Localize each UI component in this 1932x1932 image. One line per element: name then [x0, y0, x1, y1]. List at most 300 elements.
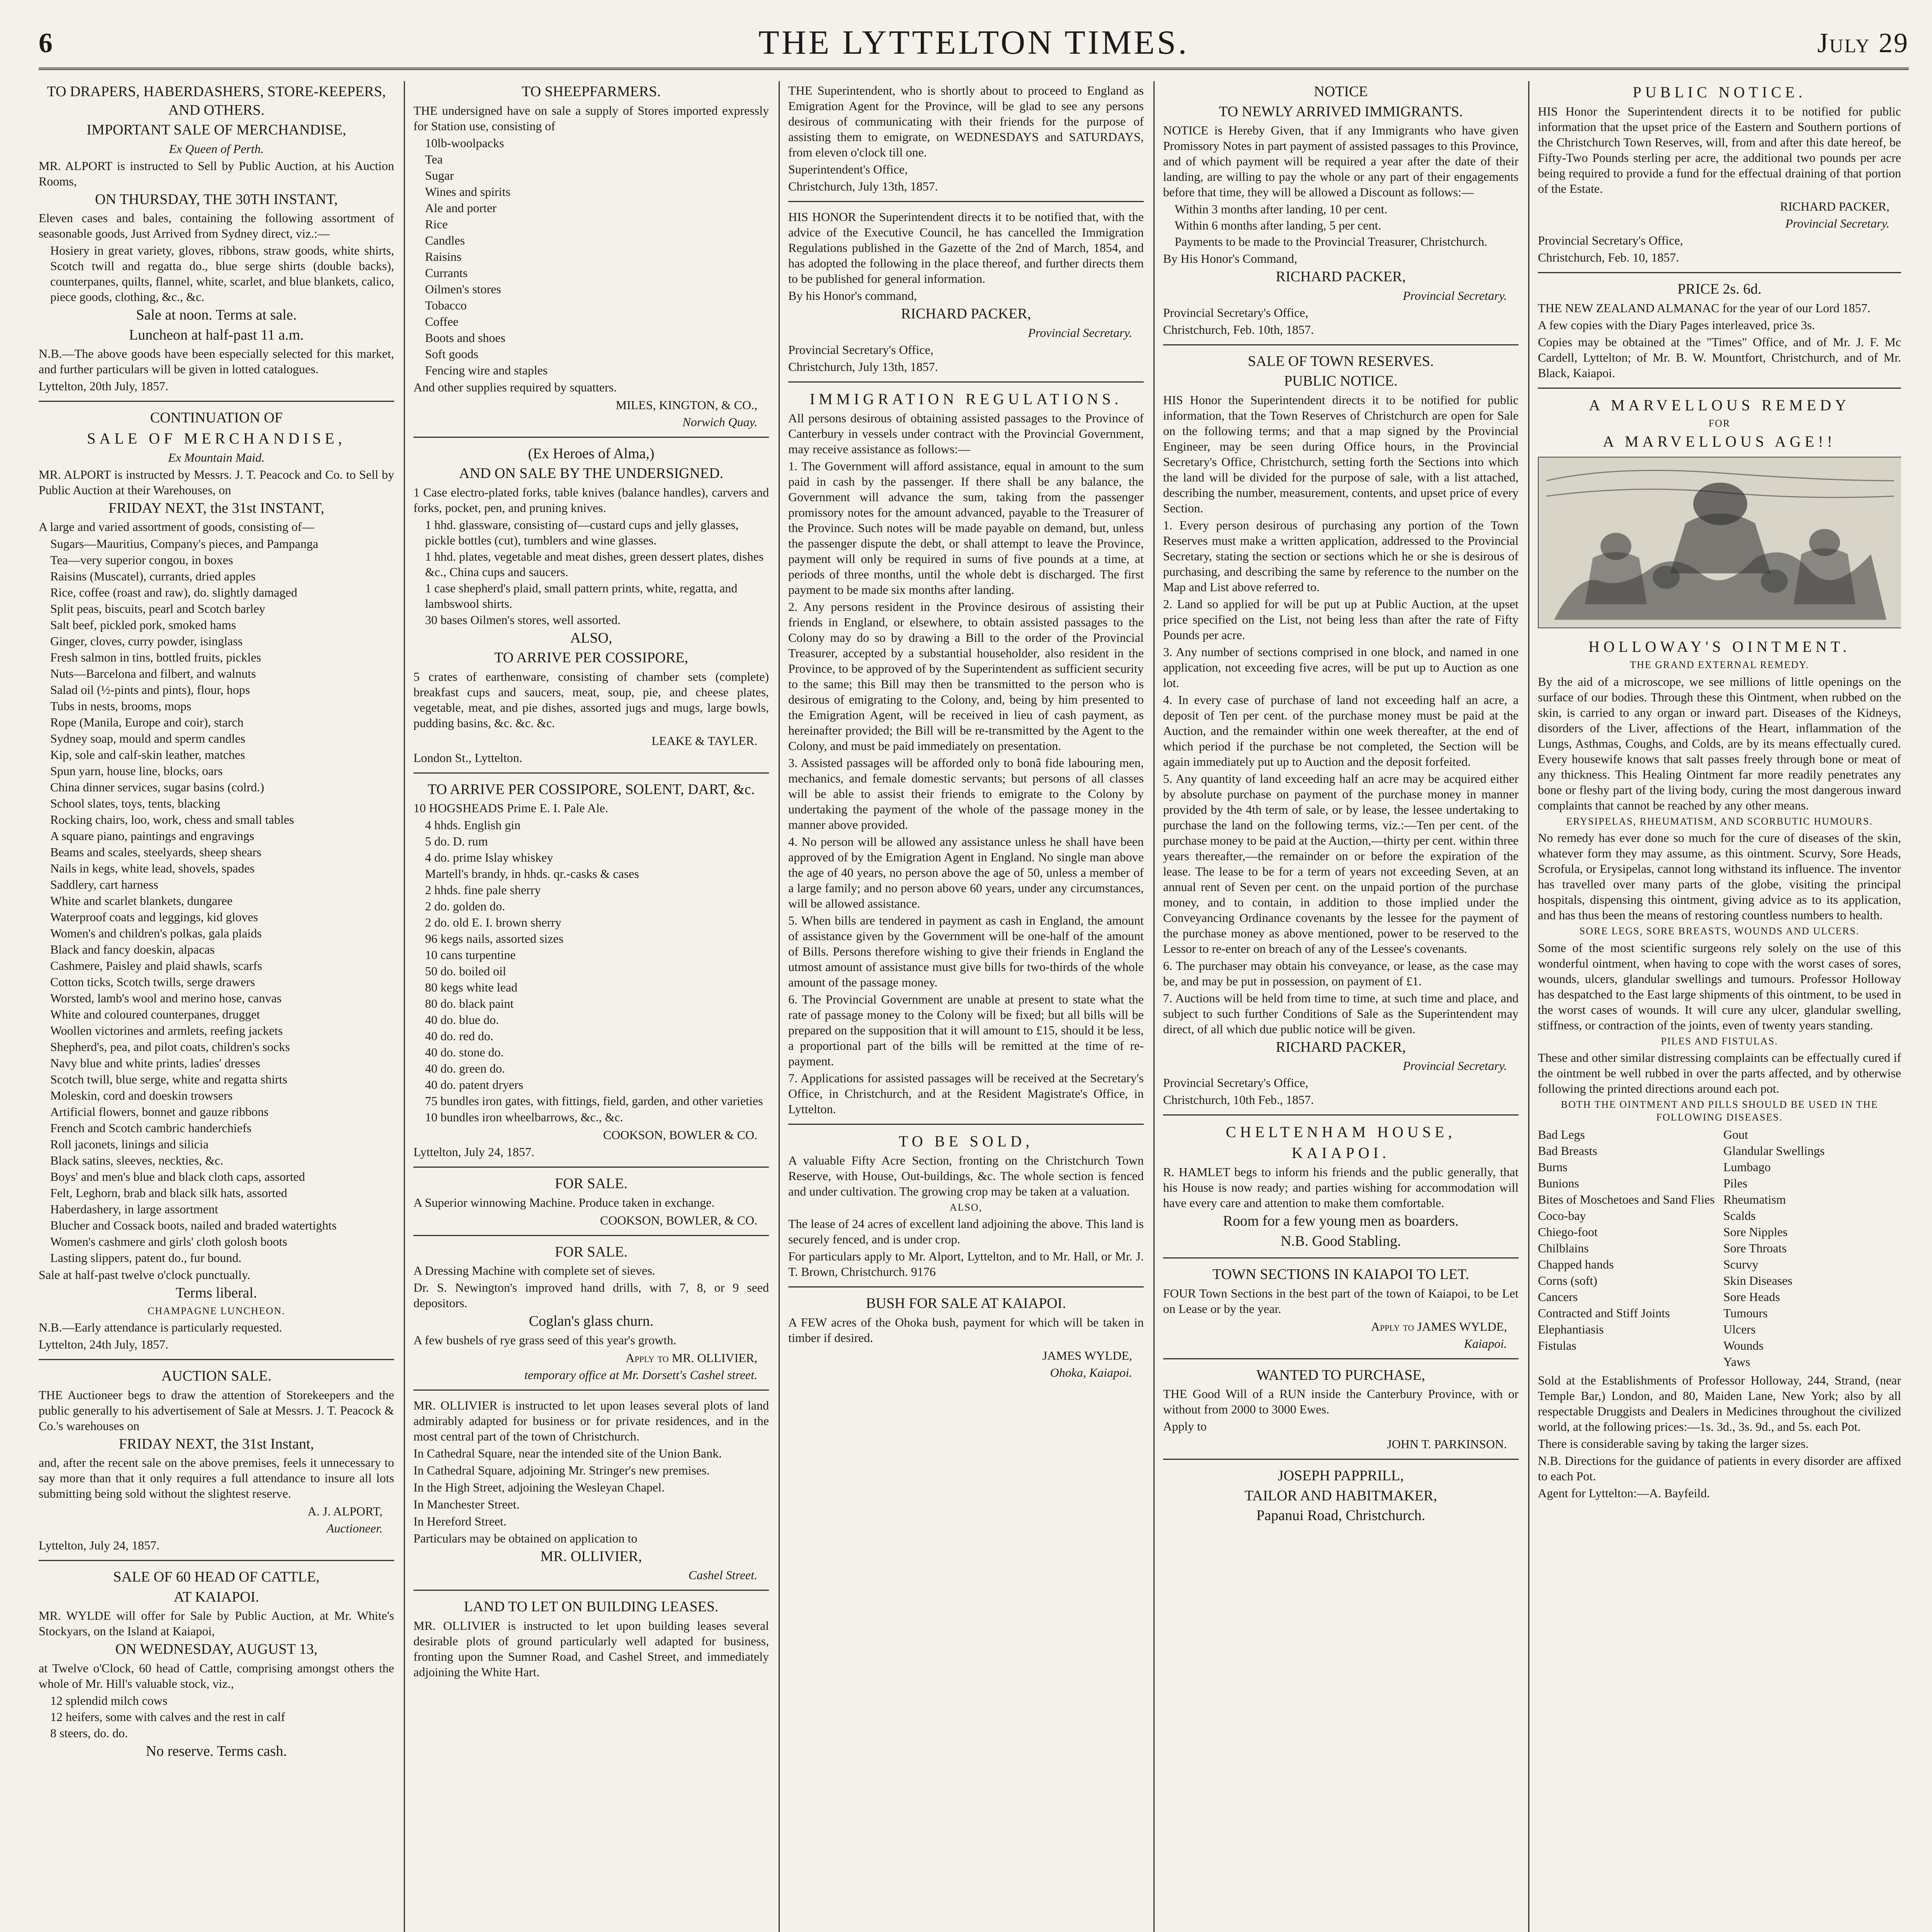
stores-list — [425, 135, 769, 378]
advert-body: NOTICE is Hereby Given, that if any Immigrants who have given Promissory Notes in part payment of assisted passages to this Province, and of which payment will be required a year after the date of their landing, are willing to pay the whole or any part of their engagements before that time, they will be allowed a Discount as follows:— — [1163, 123, 1519, 199]
list-item: 1 hhd. plates, vegetable and meat dishes, green dessert plates, dishes &c., China cups and saucers. — [425, 549, 764, 579]
list-item: Felt, Leghorn, brab and black silk hats, assorted — [50, 1186, 287, 1200]
column-1 — [39, 81, 394, 1932]
advert-body: A few copies with the Diary Pages interleaved, price 3s. — [1538, 318, 1815, 332]
disease-item: Fistulas — [1538, 1338, 1577, 1352]
office-name: Provincial Secretary's Office, — [1163, 305, 1308, 320]
list-item: 2 do. golden do. — [425, 899, 505, 913]
advert-body: MR. OLLIVIER is instructed to let upon building leases several desirable plots of ground particularly well adapted for business, fronting upon the Sumner Road, and Cashel Street, and immediately adjoining the White Hart. — [413, 1618, 769, 1679]
list-item: Candles — [425, 233, 465, 247]
disease-item: Skin Diseases — [1723, 1274, 1793, 1287]
list-item: French and Scotch cambric handerchiefs — [50, 1121, 252, 1135]
sale-time: Sale at half-past twelve o'clock punctually. — [39, 1268, 250, 1282]
advert-heading: NOTICE — [1314, 83, 1368, 100]
advert-body: These and other similar distressing complaints can be effectually cured if the ointment be well rubbed in over the parts affected, and by otherwise following the printed directions around each pot. — [1538, 1051, 1901, 1095]
notice-public — [1538, 83, 1901, 273]
nb-note: N.B.—The above goods have been especially selected for this market, and further particulars will be given in lotted catalogues. — [39, 347, 394, 376]
list-item: Within 6 months after landing, 5 per cent. — [1175, 218, 1381, 232]
dateline: Lyttelton, July 24, 1857. — [413, 1145, 534, 1159]
list-item: Currants — [425, 265, 468, 280]
advert-body: The lease of 24 acres of excellent land adjoining the above. This land is securely fenced, and is under crop. — [788, 1217, 1144, 1246]
advert-kaiapoi-sections — [1163, 1265, 1519, 1359]
advert-almanac — [1538, 280, 1901, 389]
list-item: Rice — [425, 217, 448, 231]
nb-note: N.B. Good Stabling. — [1281, 1233, 1401, 1249]
advert-heading: SALE OF TOWN RESERVES. — [1248, 353, 1434, 369]
list-item: Nails in kegs, white lead, shovels, spades — [50, 861, 255, 875]
advert-body: MR. OLLIVIER is instructed to let upon leases several plots of land admirably adapted for business or for private residences, and in the most central part of the town of Christchurch. — [413, 1398, 769, 1443]
list-item: Blucher and Cossack boots, nailed and braded watertights — [50, 1218, 337, 1232]
list-item: Cashmere, Paisley and plaid shawls, scarfs — [50, 959, 262, 973]
office-name: Provincial Secretary's Office, — [1163, 1076, 1308, 1090]
disease-item: Chapped hands — [1538, 1257, 1614, 1271]
list-item: Roll jaconets, linings and silicia — [50, 1137, 209, 1151]
dateline: Lyttelton, July 24, 1857. — [39, 1538, 160, 1552]
advert-to-be-sold — [788, 1132, 1144, 1288]
advert-body: For particulars apply to Mr. Alport, Lyttelton, and to Mr. Hall, or Mr. J. T. Brown, Christchurch. 9176 — [788, 1249, 1144, 1279]
advert-body: 10 HOGSHEADS Prime E. I. Pale Ale. — [413, 801, 608, 815]
regulation-item: 2. Any persons resident in the Province desirous of assisting their friends in England, or elsewhere, to obtain assisted passages to the Colony may do so by drawing a Bill to the order of the Provincial Treasurer, accepted by a substantial householder, also resident in the Province, to be approved of by the Superintendent as sufficient security to the same; this Bill may then be transmitted to the person who is desirous of emigrating to the Colony, and, being by him presented to the Emigration Agent, will be received in lieu of cash payment, as hereinafter provided; the Bill will be re-transmitted by the Agent to the Colony, and must be paid immediately on presentation. — [788, 599, 1144, 753]
advert-body: A few bushels of rye grass seed of this year's growth. — [413, 1333, 677, 1347]
disease-item: Scurvy — [1723, 1257, 1759, 1271]
list-item: Navy blue and white prints, ladies' dresses — [50, 1056, 260, 1070]
advert-body: HIS HONOR the Superintendent directs it to be notified that, with the advice of the Executive Council, he has cancelled the Immigration Regulations published in the Gazette of the 2nd of March, 1854, and has adopted the following in the place thereof, and further directs them to be published for general information. — [788, 210, 1144, 286]
signature-address: Cashel Street. — [688, 1568, 757, 1582]
advert-body: Sold at the Establishments of Professor Holloway, 244, Strand, (near Temple Bar,) London, and 80, Maiden Lane, New York; also by all respectable Druggists and Dealers in Medicines throughout the civilized world, at the following prices:—1s. 3d., 3s. 9d., and 5s. each Pot. — [1538, 1373, 1901, 1434]
column-4 — [1163, 81, 1519, 1932]
sale-term: 3. Any number of sections comprised in one block, and named in one application, not exceeding five acres, will be put up to Auction as one lot. — [1163, 645, 1519, 690]
advert-body: A Superior winnowing Machine. Produce taken in exchange. — [413, 1195, 715, 1209]
signature: LEAKE & TAYLER. — [651, 733, 757, 748]
advert-body: HIS Honor the Superintendent directs it to be notified for public information, that the Town Reserves of Christchurch are open for Sale on the following terms; and that a map signed by the Provincial Engineer, may be seen during Office hours, in the Provincial Secretary's Office, Christchurch, setting forth the Sections into which the land will be divided for the purpose of sale, with a list attached, describing the number, measurement, contents, and upset price of every Section. — [1163, 393, 1519, 515]
signature-title: Auctioneer. — [327, 1521, 383, 1535]
list-item: Split peas, biscuits, pearl and Scotch barley — [50, 602, 265, 616]
list-item: Salad oil (½-pints and pints), flour, hops — [50, 683, 250, 697]
column-3 — [788, 81, 1144, 1932]
advert-body: THE undersigned have on sale a supply of Stores imported expressly for Station use, consisting of — [413, 103, 769, 133]
signature: RICHARD PACKER, — [1276, 1039, 1406, 1055]
list-item: 75 bundles iron gates, with fittings, field, garden, and other varieties — [425, 1094, 763, 1108]
sale-term: 5. Any quantity of land exceeding half an acre may be acquired either by absolute purchase on payment of the purchase money in manner provided by the 4th term of sale, or by lease, the lessee undertaking to purchase the land on the following terms, viz.:—Ten per cent. of the purchase money to be paid at the Auction,—thirty per cent. within three years thereafter,—the remainder on or before the expiration of the lease. The lease to be for a term of years not exceeding Seven, at an annual rent of Seven per cent. on the unpaid portion of the purchase money, and to contain, in addition to those implied under the Conveyancing Ordinance covenants by the lessee for the payment of the purchase money as above mentioned, power to be reserved to the Lessor to re-enter on breach of any of the Lessee's covenants. — [1163, 771, 1519, 956]
advert-body: FOUR Town Sections in the best part of the town of Kaiapoi, to be Let on Lease or by the year. — [1163, 1286, 1519, 1316]
signature-title: Provincial Secretary. — [1028, 325, 1132, 340]
signature: RICHARD PACKER, — [1276, 269, 1406, 285]
advert-body: 5 crates of earthenware, consisting of chamber sets (complete) breakfast cups and saucers, meat, soup, pie, and cheese plates, vegetable, meat, and pie dishes, assorted jugs and mugs, large bowls, pudding basins, &c. &c. &c. — [413, 669, 769, 730]
advert-wanted-to-purchase — [1163, 1366, 1519, 1460]
list-item: 12 heifers, some with calves and the rest in calf — [50, 1709, 285, 1724]
list-item: Coffee — [425, 314, 459, 328]
disease-item: Bites of Moschetoes and Sand Flies — [1538, 1192, 1715, 1206]
list-item: 10 bundles iron wheelbarrows, &c., &c. — [425, 1110, 623, 1124]
advert-body: Dr. S. Newington's improved hand drills, with 7, 8, or 9 seed depositors. — [413, 1281, 769, 1310]
sale-terms: Sale at noon. Terms at sale. — [136, 307, 297, 323]
list-item: 96 kegs nails, assorted sizes — [425, 932, 564, 946]
advert-heading: LAND TO LET ON BUILDING LEASES. — [464, 1599, 719, 1615]
location-item: In Manchester Street. — [413, 1497, 520, 1511]
advert-body: THE Good Will of a RUN inside the Canterbury Province, with or without from 2000 to 3000 Ewes. — [1163, 1387, 1519, 1416]
list-item: Rice, coffee (roast and raw), do. slightly damaged — [50, 585, 298, 599]
advert-heading: TOWN SECTIONS IN KAIAPOI TO LET. — [1212, 1266, 1469, 1282]
advert-heading: TAILOR AND HABITMAKER, — [1244, 1487, 1437, 1504]
disease-item: Corns (soft) — [1538, 1274, 1597, 1287]
regulation-item: 4. No person will be allowed any assistance unless he shall have been approved of by the Emigration Agent in England. No single man above the age of 40 years, no person above the age of 50, unless a member of a large family; and no person above 60 years, under any circumstances, will be allowed assistance. — [788, 834, 1144, 910]
advert-papprill-tailor — [1163, 1467, 1519, 1532]
disease-item: Sore Nipples — [1723, 1225, 1788, 1239]
location-item: In the High Street, adjoining the Wesleyan Chapel. — [413, 1480, 665, 1494]
list-item: Scotch twill, blue serge, white and regatta shirts — [50, 1072, 287, 1086]
section-heading: ERYSIPELAS, RHEUMATISM, AND SCORBUTIC HUMOURS. — [1566, 815, 1873, 827]
list-item: Shepherd's, pea, and pilot coats, children's socks — [50, 1040, 290, 1054]
advert-heading: FOR SALE. — [555, 1175, 628, 1192]
office-name: Superintendent's Office, — [788, 162, 908, 176]
advert-heading: JOSEPH PAPPRILL, — [1278, 1468, 1404, 1484]
signature: RICHARD PACKER, — [1780, 199, 1889, 213]
advert-body: at Twelve o'Clock, 60 head of Cattle, comprising amongst others the whole of Mr. Hill's valuable stock, viz., — [39, 1661, 394, 1690]
advert-body: Some of the most scientific surgeons rely solely on the use of this wonderful ointment, when having to cope with the worst cases of sores, wounds, ulcers, glandular swellings and tumours. Professor Holloway has despatched to the East large shipments of this ointment, to be used in the worst cases of wounds. It will cure any ulcer, glandular swelling, stiffness, or contraction of the joints, even of twenty years standing. — [1538, 940, 1901, 1032]
list-item: 40 do. stone do. — [425, 1045, 504, 1059]
advert-drapers-sale — [39, 83, 394, 402]
list-item: Oilmen's stores — [425, 282, 501, 296]
section-heading: BOTH THE OINTMENT AND PILLS SHOULD BE USED IN THE FOLLOWING DISEASES. — [1561, 1099, 1878, 1123]
advert-heading: PUBLIC NOTICE. — [1284, 373, 1398, 389]
price-label: PRICE 2s. 6d. — [1677, 281, 1762, 297]
disease-item: Yaws — [1723, 1355, 1750, 1369]
column-divider — [779, 81, 780, 1932]
disease-item: Chiego-foot — [1538, 1225, 1598, 1239]
list-item: Black satins, sleeves, neckties, &c. — [50, 1153, 223, 1167]
advert-bush-for-sale — [788, 1294, 1144, 1387]
notice-town-reserves — [1163, 352, 1519, 1116]
list-item: 10 cans turpentine — [425, 948, 516, 962]
disease-item: Sore Throats — [1723, 1241, 1787, 1255]
list-item: 10lb-woolpacks — [425, 136, 504, 150]
cattle-list — [50, 1693, 394, 1741]
advert-dressing-machine — [413, 1243, 769, 1391]
advert-heading: WANTED TO PURCHASE, — [1256, 1367, 1425, 1383]
list-item: 40 do. blue do. — [425, 1013, 499, 1027]
list-item: 40 do. red do. — [425, 1029, 493, 1043]
list-item: White and scarlet blankets, dungaree — [50, 894, 233, 908]
list-item: Rocking chairs, loo, work, chess and small tables — [50, 813, 294, 827]
list-item: Boys' and men's blue and black cloth caps, assorted — [50, 1170, 305, 1184]
signature: JAMES WYLDE, — [1042, 1348, 1132, 1362]
disease-item: Piles — [1723, 1176, 1748, 1190]
advert-body: HIS Honor the Superintendent directs it to be notified for public information that the upset price of the Eastern and Southern portions of the Christchurch Town Reserves, will, from and after this date hereof, be Fifty-Two Pounds sterling per acre, the additional two pounds per acre being required to provide a fund for the effectual draining of that portion of the Estate. — [1538, 104, 1901, 196]
sale-date: FRIDAY NEXT, the 31st INSTANT, — [108, 500, 325, 516]
list-item: Woollen victorines and armlets, reefing jackets — [50, 1024, 283, 1037]
list-item: 2 do. old E. I. brown sherry — [425, 915, 561, 929]
advert-building-leases — [413, 1598, 769, 1687]
advert-cattle-sale — [39, 1568, 394, 1767]
advert-heading: TO NEWLY ARRIVED IMMIGRANTS. — [1219, 103, 1463, 120]
regulation-item: 1. The Government will afford assistance, equal in amount to the sum paid in cash by the passenger. If there shall be any balance, the Government will advance the sum, taking from the passenger promissory notes for the amount advanced, payable to the Treasurer of the Province. Such notes will be made payable on demand, but, unless the passenger dispute the debt, or shall attempt to leave the Province, payment will only be required in sums of five pounds at a time, at periods of three months, until the whole debt is discharged. The first payment to be made six months after landing. — [788, 459, 1144, 597]
advert-heading: CHELTENHAM HOUSE, — [1226, 1123, 1456, 1141]
advert-cheltenham-house — [1163, 1122, 1519, 1259]
ship-name: Ex Queen of Perth. — [169, 141, 264, 156]
masthead — [39, 23, 1909, 66]
goods-list — [425, 817, 769, 1125]
advert-heading: IMMIGRATION REGULATIONS. — [810, 390, 1122, 408]
advert-body: 1 Case electro-plated forks, table knives (balance handles), carvers and forks, pocket, pen, and pruning knives. — [413, 485, 769, 515]
disease-item: Contracted and Stiff Joints — [1538, 1306, 1670, 1320]
advert-body: THE NEW ZEALAND ALMANAC for the year of our Lord 1857. — [1538, 301, 1871, 315]
dateline: Christchurch, 10th Feb., 1857. — [1163, 1093, 1314, 1107]
signature: A. J. ALPORT, — [308, 1504, 383, 1518]
advert-sheepfarmers — [413, 83, 769, 438]
list-item: 5 do. D. rum — [425, 834, 488, 848]
list-item: Within 3 months after landing, 10 per cent. — [1175, 202, 1388, 216]
list-item: 40 do. green do. — [425, 1061, 505, 1075]
advert-heading: A MARVELLOUS REMEDY — [1589, 396, 1850, 414]
disease-item: Lumbago — [1723, 1160, 1771, 1174]
agent-line: Agent for Lyttelton:—A. Bayfeild. — [1538, 1486, 1710, 1500]
list-item: Cotton ticks, Scotch twills, serge drawers — [50, 975, 255, 989]
advert-heading: (Ex Heroes of Alma,) — [528, 445, 655, 462]
section-heading: PILES AND FISTULAS. — [1661, 1035, 1778, 1047]
signature-title: Provincial Secretary. — [1403, 288, 1507, 303]
signature: MR. OLLIVIER, — [540, 1548, 642, 1565]
nb-note: N.B.—Early attendance is particularly requested. — [39, 1320, 282, 1334]
diseases-column-right — [1723, 1126, 1901, 1370]
advert-body: THE Superintendent, who is shortly about to proceed to England as Emigration Agent for the Province, will be glad to see any persons desirous of communicating with their friends for the purpose of assisting them to emigrate, on WEDNESDAYS and SATURDAYS, from eleven o'clock till one. — [788, 83, 1144, 159]
advert-body: No remedy has ever done so much for the cure of diseases of the skin, whatever form they may assume, as this ointment. Scurvy, Sore Heads, Scrofula, or Erysipelas, cannot long withstand its influence. The inventor has travelled over many parts of the globe, visiting the principal hospitals, dispensing this ointment, giving advice as to its application, and has thus been the means of restoring countless numbers to health. — [1538, 831, 1901, 922]
advert-body: MR. ALPORT is instructed to Sell by Public Auction, at his Auction Rooms, — [39, 158, 394, 188]
goods-list: Hosiery in great variety, gloves, ribbons, straw goods, white shirts, Scotch twill and regatta do., blue serge shirts (double backs), counterpanes, quilts, flannel, white, scarlet, and blue blankets, calico, piece goods, clothing, &c., &c. — [50, 243, 394, 304]
disease-item: Scalds — [1723, 1209, 1756, 1223]
advert-heading: CONTINUATION OF — [150, 410, 283, 426]
advert-body: A valuable Fifty Acre Section, fronting on the Christchurch Town Reserve, with House, Out-buildings, &c. The whole section is fenced and under cultivation. The growing crop may be taken at a valuation. — [788, 1153, 1144, 1198]
disease-item: Tumours — [1723, 1306, 1768, 1320]
list-item: 30 bases Oilmen's stores, well assorted. — [425, 612, 621, 627]
list-item: Martell's brandy, in hhds. qr.-casks & cases — [425, 867, 639, 881]
immigration-regulations — [788, 389, 1144, 1125]
also-label: ALSO, — [570, 629, 612, 646]
advert-cossipore-arrivals — [413, 781, 769, 1168]
advert-heading: SALE OF MERCHANDISE, — [87, 429, 346, 447]
list-item: 80 do. black paint — [425, 997, 514, 1010]
disease-item: Chilblains — [1538, 1241, 1589, 1255]
location-item: In Hereford Street. — [413, 1514, 507, 1528]
list-item: Salt beef, pickled pork, smoked hams — [50, 618, 236, 632]
office-name: Provincial Secretary's Office, — [1538, 233, 1683, 247]
product-title: HOLLOWAY'S OINTMENT. — [1588, 638, 1851, 655]
location-item: In Cathedral Square, adjoining Mr. Stringer's new premises. — [413, 1463, 710, 1477]
dateline: Christchurch, Feb. 10th, 1857. — [1163, 322, 1314, 337]
advert-heading: TO ARRIVE PER COSSIPORE, — [494, 650, 688, 666]
sale-term: 6. The purchaser may obtain his conveyance, or lease, as the case may be, and may be put in possession, on payment of £1. — [1163, 958, 1519, 988]
office-name: Provincial Secretary's Office, — [788, 342, 934, 357]
disease-item: Bunions — [1538, 1176, 1579, 1190]
list-item: Raisins — [425, 249, 462, 264]
disease-item: Sore Heads — [1723, 1290, 1780, 1304]
list-item: White and coloured counterpanes, drugget — [50, 1007, 260, 1021]
list-item: Saddlery, cart harness — [50, 878, 158, 891]
disease-item: Bad Legs — [1538, 1128, 1585, 1141]
sale-date: ON THURSDAY, THE 30TH INSTANT, — [95, 191, 338, 207]
sale-terms: No reserve. Terms cash. — [146, 1743, 287, 1759]
dateline: Christchurch, July 13th, 1857. — [788, 179, 938, 193]
list-item: 80 kegs white lead — [425, 980, 518, 994]
list-item: Spun yarn, house line, blocks, oars — [50, 764, 223, 778]
sale-terms: Terms liberal. — [175, 1285, 257, 1301]
advert-heading: PUBLIC NOTICE. — [1633, 83, 1806, 101]
diseases-table — [1538, 1126, 1901, 1370]
advert-heading: A MARVELLOUS AGE!! — [1603, 433, 1836, 450]
signature: RICHARD PACKER, — [901, 306, 1031, 322]
list-item: Ginger, cloves, curry powder, isinglass — [50, 634, 243, 648]
list-item: A square piano, paintings and engravings — [50, 829, 254, 843]
signature: COOKSON, BOWLER, & CO. — [600, 1213, 757, 1227]
list-item: Fresh salmon in tins, bottled fruits, pickles — [50, 650, 261, 664]
advert-heading: AT KAIAPOI. — [173, 1588, 259, 1605]
advert-body: Room for a few young men as boarders. — [1223, 1213, 1459, 1229]
list-item: Black and fancy doeskin, alpacas — [50, 942, 215, 956]
list-item: Ale and porter — [425, 201, 497, 215]
signature-address: Norwich Quay. — [682, 415, 757, 429]
list-item: Rope (Manila, Europe and coir), starch — [50, 715, 244, 729]
advert-body: Eleven cases and bales, containing the following assortment of seasonable goods, Just Arrived from Sydney direct, viz.:— — [39, 211, 394, 240]
advert-body: Coglan's glass churn. — [529, 1313, 654, 1329]
list-item: 4 hhds. English gin — [425, 818, 521, 832]
advert-heading: FOR — [1708, 417, 1731, 429]
advert-heroes-of-alma — [413, 445, 769, 774]
apply-to: Apply to MR. OLLIVIER, — [626, 1350, 757, 1365]
advert-body: and, after the recent sale on the above premises, feels it unnecessary to say more than that it only requires a full attendance to insure all lots submitting being sold without the slightest reserve. — [39, 1456, 394, 1500]
notice-superintendent — [788, 83, 1144, 202]
list-item: Beams and scales, steelyards, sheep shears — [50, 845, 262, 859]
dateline: London St., Lyttelton. — [413, 750, 522, 765]
list-item: Fencing wire and staples — [425, 363, 548, 377]
disease-item: Wounds — [1723, 1338, 1764, 1352]
dateline: Lyttelton, 20th July, 1857. — [39, 379, 168, 393]
column-2 — [413, 81, 769, 1932]
list-item: Tea — [425, 152, 443, 166]
advert-holloways-ointment — [1538, 396, 1901, 1508]
sale-date: FRIDAY NEXT, the 31st Instant, — [119, 1435, 314, 1452]
column-divider — [1528, 81, 1529, 1932]
command-line: By his Honor's command, — [788, 289, 917, 303]
advert-heading: TO DRAPERS, HABERDASHERS, STORE-KEEPERS, AND OTHERS. — [47, 83, 386, 118]
list-item: 40 do. patent dryers — [425, 1078, 524, 1092]
regulation-item: 3. Assisted passages will be afforded only to bonâ fide labouring men, mechanics, and female domestic servants; but persons of all classes will be able to assist their friends to emigrate to the Colony by undertaking the payment of the whole of the passage money in the manner above provided. — [788, 755, 1144, 832]
list-item: Raisins (Muscatel), currants, dried apples — [50, 569, 256, 583]
disease-item: Burns — [1538, 1160, 1568, 1174]
advert-body: By the aid of a microscope, we see millions of little openings on the surface of our bodies. Through these this Ointment, when rubbed on the skin, is carried to any organ or inward part. Diseases of the Kidneys, disorders of the Liver, affections of the Heart, inflammation of the Lungs, Asthmas, Coughs, and Colds, are by its means effectually cured. Every housewife knows that salt passes freely through bone or meat of any thickness. This Healing Ointment far more readily penetrates any bone or fleshy part of the living body, curing the most dangerous inward complaints that cannot be reached by any other means. — [1538, 674, 1901, 812]
list-item: Artificial flowers, bonnet and gauze ribbons — [50, 1105, 269, 1119]
luncheon-note: CHAMPAGNE LUNCHEON. — [147, 1305, 286, 1316]
signature-address: Ohoka, Kaiapoi. — [1050, 1365, 1132, 1379]
list-item: Soft goods — [425, 347, 478, 361]
apply-to: Apply to — [1163, 1419, 1207, 1433]
list-item: 50 do. boiled oil — [425, 964, 506, 978]
list-item: Lasting slippers, patent do., fur bound. — [50, 1251, 242, 1265]
luncheon-note: Luncheon at half-past 11 a.m. — [129, 327, 304, 343]
disease-item: Elephantiasis — [1538, 1322, 1604, 1336]
masthead-rule — [39, 68, 1909, 70]
list-item: Kip, sole and calf-skin leather, matches — [50, 748, 245, 762]
list-item: Women's and children's polkas, gala plaids — [50, 926, 262, 940]
signature: MILES, KINGTON, & CO., — [616, 398, 757, 412]
sale-date: ON WEDNESDAY, AUGUST 13, — [115, 1641, 318, 1657]
disease-item: Gout — [1723, 1128, 1748, 1141]
business-address: Papanui Road, Christchurch. — [1256, 1507, 1425, 1524]
advert-heading: FOR SALE. — [555, 1243, 628, 1260]
advert-body: MR. ALPORT is instructed by Messrs. J. T. Peacock and Co. to Sell by Public Auction at their Warehouses, on — [39, 467, 394, 497]
signature-title: Provincial Secretary. — [1785, 216, 1889, 230]
signature: JOHN T. PARKINSON. — [1387, 1437, 1507, 1451]
apply-address: temporary office at Mr. Dorsett's Cashel street. — [524, 1367, 757, 1382]
goods-list — [425, 517, 769, 628]
advert-heading: TO BE SOLD, — [898, 1132, 1034, 1150]
dateline: Lyttelton, 24th July, 1857. — [39, 1337, 168, 1351]
command-line: By His Honor's Command, — [1163, 252, 1298, 265]
advert-body: All persons desirous of obtaining assisted passages to the Province of Canterbury in vessels under contract with the Provincial Government, may receive assistance as follows:— — [788, 411, 1144, 456]
column-divider — [1153, 81, 1155, 1932]
list-item: 8 steers, do. do. — [50, 1726, 128, 1740]
advert-body: A FEW acres of the Ohoka bush, payment for which will be taken in timber if desired. — [788, 1315, 1144, 1345]
list-item: Sugar — [425, 168, 454, 182]
list-item: 4 do. prime Islay whiskey — [425, 850, 553, 864]
column-divider — [404, 81, 405, 1932]
list-item: Wines and spirits — [425, 184, 510, 199]
signature-title: Provincial Secretary. — [1403, 1059, 1507, 1073]
list-item: Sugars—Mauritius, Company's pieces, and Pampanga — [50, 537, 318, 551]
list-item: 12 splendid milch cows — [50, 1693, 168, 1708]
sale-term: 7. Auctions will be held from time to time, at such time and place, and subject to such further Conditions of Sale as the Superintendent may direct, of all which due public notice will be given. — [1163, 991, 1519, 1036]
advert-body: Particulars may be obtained on application to — [413, 1531, 638, 1545]
advert-heading: SALE OF 60 HEAD OF CATTLE, — [113, 1569, 320, 1585]
column-5 — [1538, 81, 1901, 1932]
notice-immigrants — [1163, 83, 1519, 345]
disease-item: Ulcers — [1723, 1322, 1756, 1336]
advert-body: R. HAMLET begs to inform his friends and the public generally, that his House is now ready; and parties wishing for accommodation will have every care and attention to make them comfortable. — [1163, 1165, 1519, 1210]
advert-heading: AUCTION SALE. — [161, 1368, 272, 1384]
advert-body: A Dressing Machine with complete set of sieves. — [413, 1264, 655, 1277]
list-item: 2 hhds. fine pale sherry — [425, 883, 541, 897]
advert-body: And other supplies required by squatters. — [413, 380, 617, 394]
ship-name: Ex Mountain Maid. — [168, 450, 265, 464]
list-item: Tea—very superior congou, in boxes — [50, 553, 233, 567]
dateline: Christchurch, Feb. 10, 1857. — [1538, 250, 1679, 264]
list-item: Waterproof coats and leggings, kid gloves — [50, 910, 258, 924]
advert-body: THE Auctioneer begs to draw the attention of Storekeepers and the public generally to his advertisement of Sale at Messrs. J. T. Peacock & Co.'s warehouses on — [39, 1388, 394, 1433]
advert-body: MR. WYLDE will offer for Sale by Public Auction, at Mr. White's Stockyars, on the Island at Kaiapoi, — [39, 1609, 394, 1638]
list-item: School slates, toys, tents, blacking — [50, 796, 220, 810]
discount-list — [1175, 201, 1519, 249]
location-item: In Cathedral Square, near the intended site of the Union Bank. — [413, 1446, 722, 1460]
advert-winnowing-machine — [413, 1175, 769, 1236]
disease-item: Rheumatism — [1723, 1192, 1786, 1206]
product-subtitle: THE GRAND EXTERNAL REMEDY. — [1630, 659, 1809, 670]
apply-to: Apply to JAMES WYLDE, — [1371, 1319, 1507, 1333]
advert-ollivier-leases — [413, 1398, 769, 1591]
list-item: Sydney soap, mould and sperm candles — [50, 731, 245, 745]
advert-heading: TO ARRIVE PER COSSIPORE, SOLENT, DART, &c. — [427, 781, 755, 798]
issue-date: July 29 — [1817, 27, 1909, 58]
list-item: Haberdashery, in large assortment — [50, 1202, 218, 1216]
list-item: 1 case shepherd's plaid, small pattern prints, white, regatta, and lambswool shirts. — [425, 581, 738, 611]
advert-heading: BUSH FOR SALE AT KAIAPOI. — [866, 1295, 1066, 1311]
page-number: 6 — [39, 27, 53, 58]
apply-address: Kaiapoi. — [1464, 1336, 1507, 1350]
sale-term: 1. Every person desirous of purchasing any portion of the Town Reserves must make a written application, addressed to the Provincial Secretary, stating the section or sections which he or she is desirous of purchasing, and describing the same by reference to the number on the Map and List above referred to. — [1163, 518, 1519, 594]
disease-item: Glandular Swellings — [1723, 1144, 1825, 1158]
advert-heading: TO SHEEPFARMERS. — [522, 83, 661, 100]
regulation-item: 5. When bills are tendered in payment as cash in England, the amount of assistance given by the Government will be one-half of the amount of Bills. Persons therefore wishing to give their friends in England the utmost amount of assistance must give bills for two-thirds of the whole amount of the passage money. — [788, 913, 1144, 989]
advert-body: Copies may be obtained at the "Times" Office, and of Mr. J. F. Mc Cardell, Lyttelton; of Mr. B. W. Mountfort, Christchurch, and of Mr. Black, Kaiapoi. — [1538, 335, 1901, 380]
advert-body: A large and varied assortment of goods, consisting of— — [39, 520, 315, 534]
list-item: China dinner services, sugar basins (colrd.) — [50, 780, 264, 794]
